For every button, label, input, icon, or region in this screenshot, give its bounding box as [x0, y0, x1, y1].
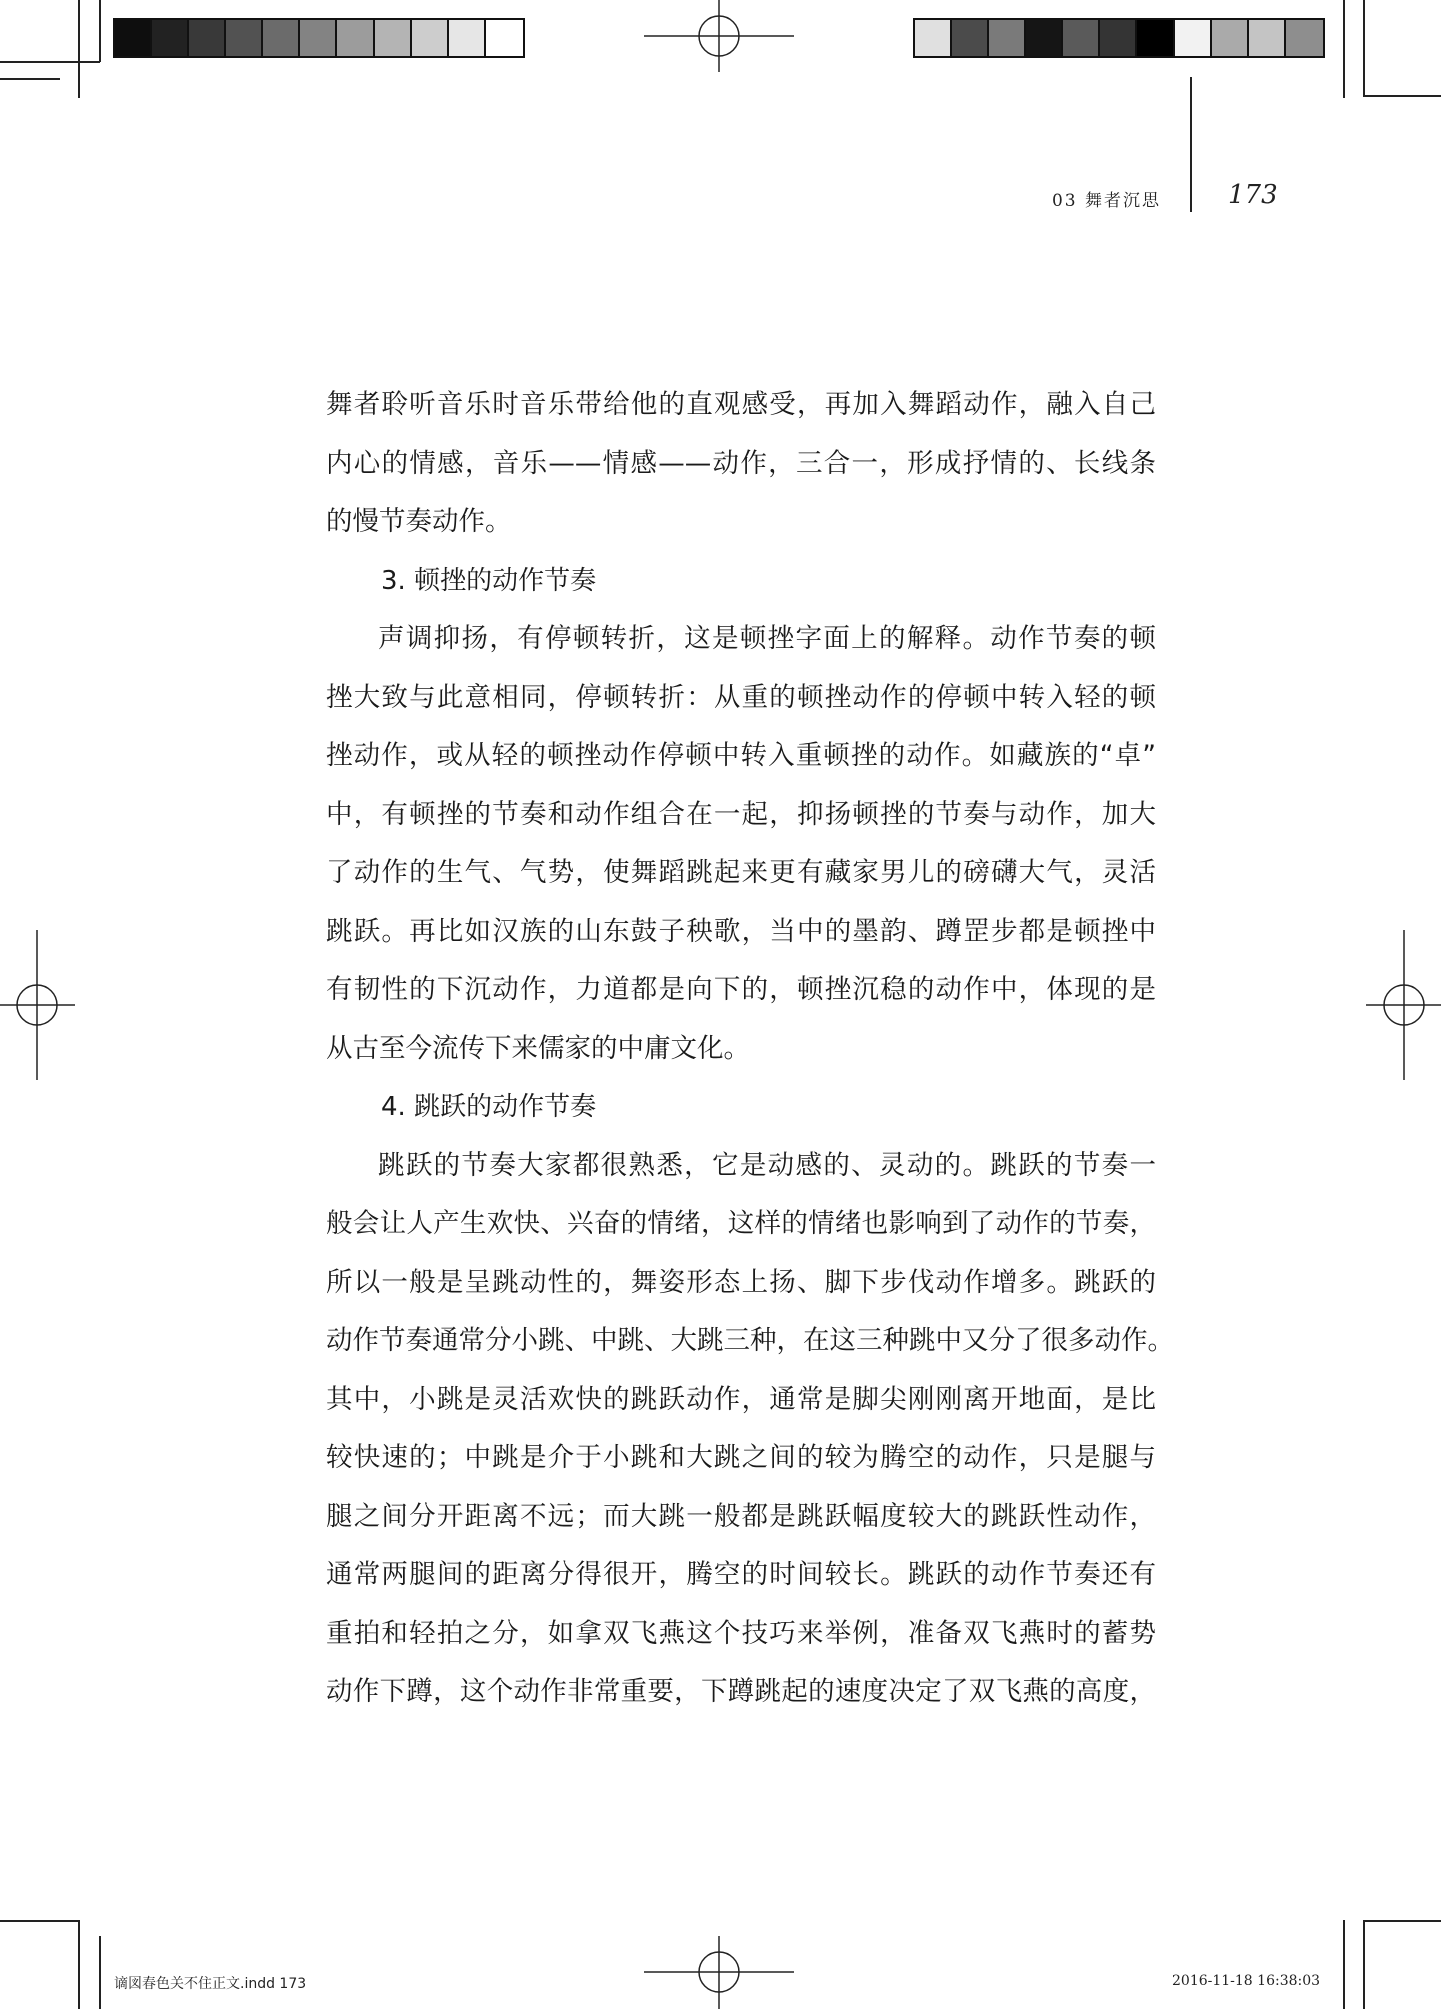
color-swatch — [152, 20, 189, 56]
color-bar-right — [913, 18, 1325, 58]
color-swatch — [1137, 20, 1174, 56]
text-line: 所以一般是呈跳动性的，舞姿形态上扬、脚下步伐动作增多。跳跃的 — [326, 1266, 1156, 1298]
registration-mark-top-icon — [644, 0, 794, 72]
text-line: 中，有顿挫的节奏和动作组合在一起，抑扬顿挫的节奏与动作，加大 — [326, 798, 1156, 830]
text-line: 了动作的生气、气势，使舞蹈跳起来更有藏家男儿的磅礴大气，灵活 — [326, 857, 1156, 888]
color-swatch — [300, 20, 337, 56]
crop-mark — [1343, 0, 1345, 98]
crop-mark — [99, 0, 101, 62]
color-swatch — [989, 20, 1026, 56]
text-line: 跳跃。再比如汉族的山东鼓子秧歌，当中的墨韵、蹲罡步都是顿挫中 — [326, 915, 1156, 947]
crop-mark — [0, 78, 60, 80]
text-line: 动作节奏通常分小跳、中跳、大跳三种，在这三种跳中又分了很多动作。 — [326, 1325, 1174, 1356]
crop-mark — [1363, 1920, 1441, 1922]
color-swatch — [1175, 20, 1212, 56]
section-heading: 3. 顿挫的动作节奏 — [381, 565, 597, 596]
color-swatch — [226, 20, 263, 56]
crop-mark — [1363, 1920, 1365, 2009]
body-text — [326, 376, 1174, 1722]
color-swatch — [1026, 20, 1063, 56]
crop-mark — [99, 1936, 101, 2009]
section-heading: 4. 跳跃的动作节奏 — [381, 1092, 597, 1122]
paragraph — [326, 376, 1156, 552]
color-swatch — [337, 20, 374, 56]
text-line: 重拍和轻拍之分，如拿双飞燕这个技巧来举例，准备双飞燕时的蓄势 — [326, 1617, 1156, 1649]
color-swatch — [915, 20, 952, 56]
text-line: 内心的情感，音乐——情感——动作，三合一，形成抒情的、长线条 — [326, 447, 1156, 479]
text-line: 般会让人产生欢快、兴奋的情绪，这样的情绪也影响到了动作的节奏， — [326, 1208, 1156, 1239]
text-line: 舞者聆听音乐时音乐带给他的直观感受，再加入舞蹈动作，融入自己 — [326, 389, 1156, 420]
text-line: 通常两腿间的距离分得很开，腾空的时间较长。跳跃的动作节奏还有 — [326, 1559, 1156, 1590]
color-swatch — [263, 20, 300, 56]
footer-file-label: 谪図春色关不住正文.indd 173 — [114, 1976, 307, 1992]
crop-mark — [78, 0, 80, 98]
paragraph — [326, 610, 1156, 1078]
footer-timestamp: 2016-11-18 16:38:03 — [1172, 1973, 1321, 1989]
paragraph — [326, 1137, 1174, 1722]
registration-mark-left-icon — [0, 930, 75, 1080]
color-swatch — [1212, 20, 1249, 56]
text-line: 跳跃的节奏大家都很熟悉，它是动感的、灵动的。跳跃的节奏一 — [378, 1149, 1156, 1181]
crop-mark — [78, 1920, 80, 2009]
color-swatch — [952, 20, 989, 56]
crop-mark — [1343, 1920, 1345, 2009]
color-swatch — [189, 20, 226, 56]
crop-mark — [0, 61, 100, 63]
text-line: 腿之间分开距离不远；而大跳一般都是跳跃幅度较大的跳跃性动作， — [326, 1500, 1156, 1532]
color-swatch — [486, 20, 523, 56]
page-number: 173 — [1228, 180, 1278, 210]
color-swatch — [1063, 20, 1100, 56]
text-line: 的慢节奏动作。 — [326, 506, 512, 537]
color-swatch — [115, 20, 152, 56]
color-bar-left — [113, 18, 525, 58]
text-line: 有韧性的下沉动作，力道都是向下的，顿挫沉稳的动作中，体现的是 — [326, 974, 1156, 1005]
crop-mark — [1363, 95, 1441, 97]
text-line: 较快速的；中跳是介于小跳和大跳之间的较为腾空的动作，只是腿与 — [326, 1442, 1156, 1473]
text-line: 挫动作，或从轻的顿挫动作停顿中转入重顿挫的动作。如藏族的“卓” — [326, 740, 1156, 771]
registration-mark-right-icon — [1366, 930, 1441, 1080]
text-line: 声调抑扬，有停顿转折，这是顿挫字面上的解释。动作节奏的顿 — [378, 623, 1156, 654]
text-line: 从古至今流传下来儒家的中庸文化。 — [326, 1032, 750, 1064]
crop-mark — [0, 1920, 78, 1922]
text-line: 动作下蹲，这个动作非常重要，下蹲跳起的速度决定了双飞燕的高度， — [326, 1676, 1156, 1707]
header-rule — [1190, 77, 1192, 212]
crop-mark — [1363, 0, 1365, 96]
color-swatch — [412, 20, 449, 56]
color-swatch — [1286, 20, 1323, 56]
color-swatch — [449, 20, 486, 56]
text-line: 其中，小跳是灵活欢快的跳跃动作，通常是脚尖刚刚离开地面，是比 — [326, 1383, 1156, 1415]
color-swatch — [1249, 20, 1286, 56]
text-line: 挫大致与此意相同，停顿转折：从重的顿挫动作的停顿中转入轻的顿 — [326, 681, 1156, 713]
color-swatch — [375, 20, 412, 56]
running-head: 03 舞者沉思 — [1051, 191, 1161, 211]
registration-mark-bottom-icon — [644, 1936, 794, 2009]
color-swatch — [1100, 20, 1137, 56]
